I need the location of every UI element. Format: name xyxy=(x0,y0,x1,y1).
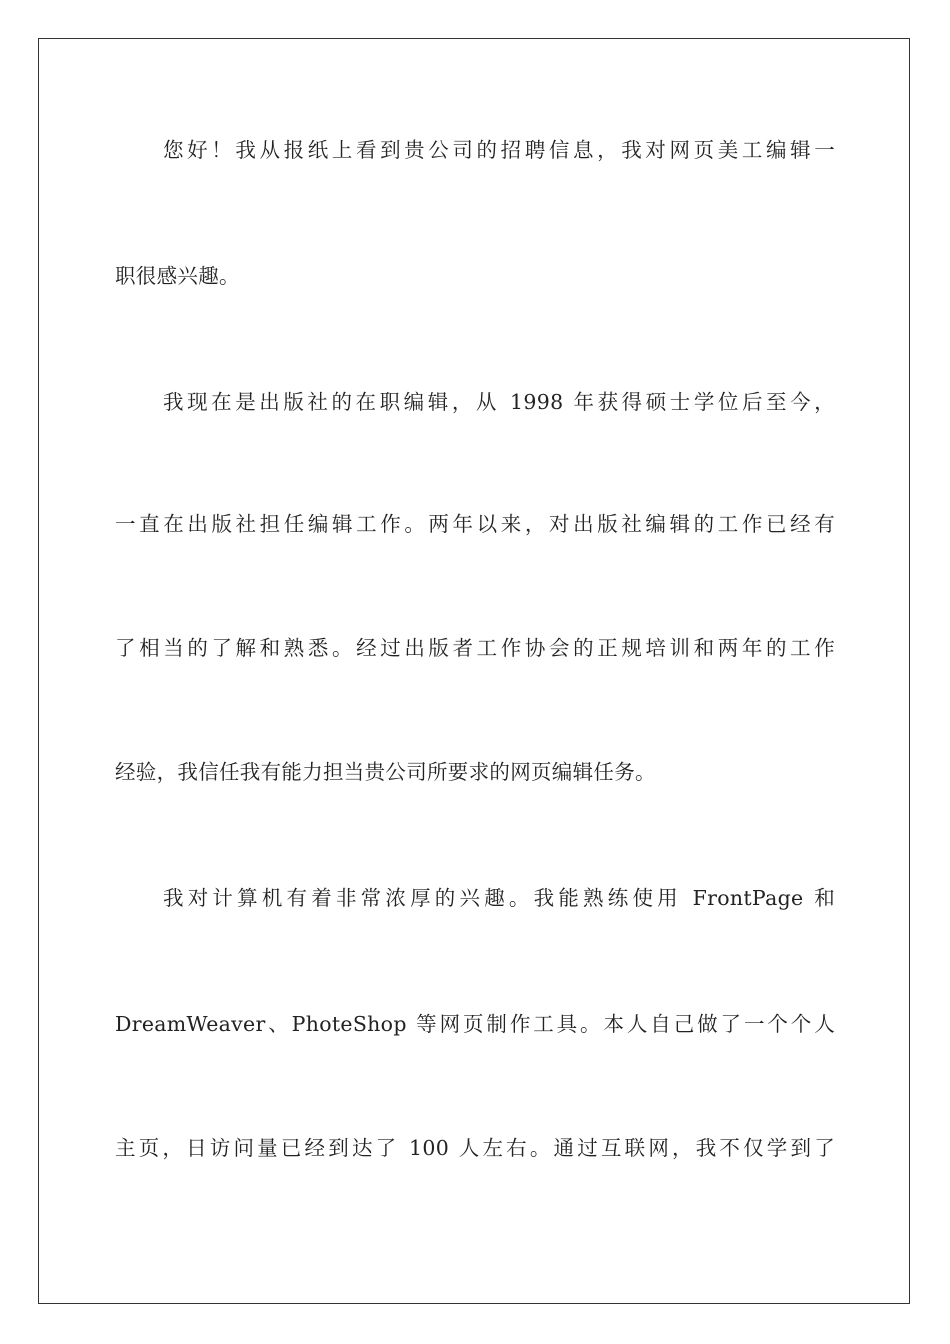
text-line-7: 我对计算机有着非常浓厚的兴趣。我能熟练使用 FrontPage 和 xyxy=(163,886,835,910)
page-border xyxy=(38,38,910,1304)
text-line-4: 一直在出版社担任编辑工作。两年以来，对出版社编辑的工作已经有 xyxy=(115,512,835,536)
text-line-3: 我现在是出版社的在职编辑，从 1998 年获得硕士学位后至今， xyxy=(163,390,835,414)
text-line-8: DreamWeaver、PhoteShop 等网页制作工具。本人自己做了一个个人 xyxy=(115,1012,835,1036)
text-line-1: 您好！我从报纸上看到贵公司的招聘信息，我对网页美工编辑一 xyxy=(163,138,835,162)
text-line-6: 经验，我信任我有能力担当贵公司所要求的网页编辑任务。 xyxy=(115,760,656,784)
text-line-5: 了相当的了解和熟悉。经过出版者工作协会的正规培训和两年的工作 xyxy=(115,636,835,660)
text-line-9: 主页，日访问量已经到达了 100 人左右。通过互联网，我不仅学到了 xyxy=(115,1136,835,1160)
text-line-2: 职很感兴趣。 xyxy=(115,264,240,288)
